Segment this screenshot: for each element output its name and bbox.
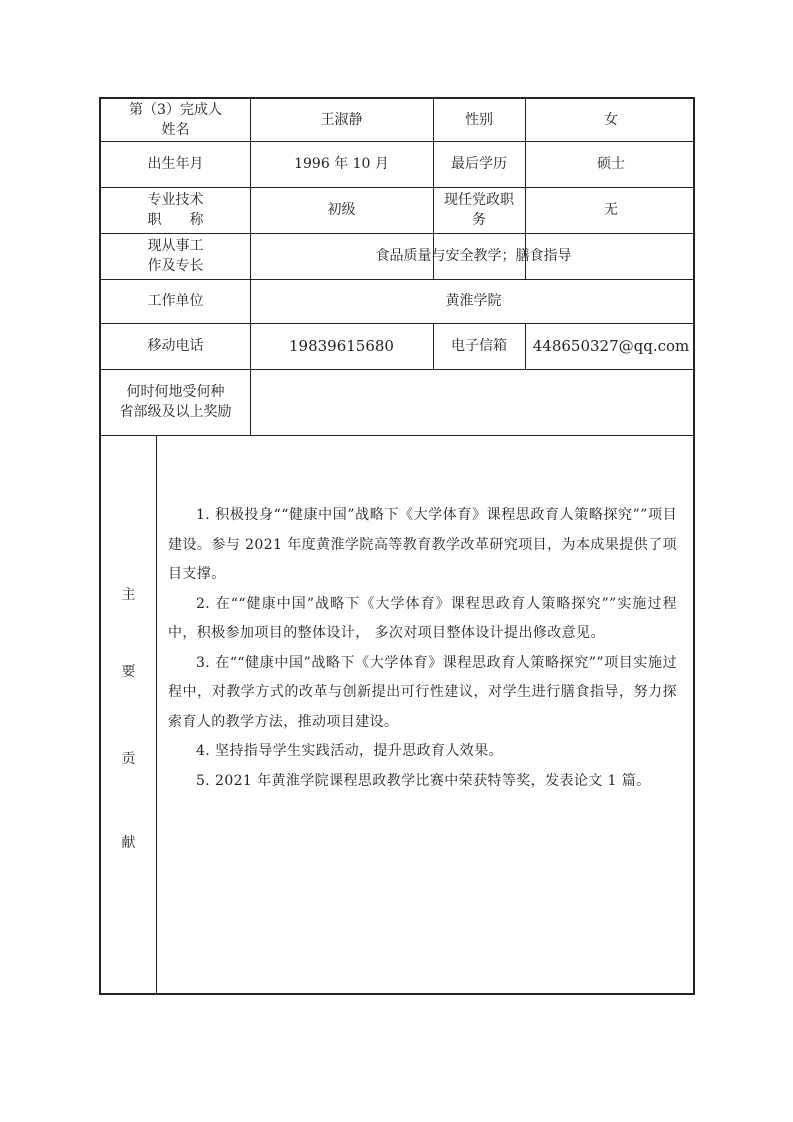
contribution-label-char: 要 [121, 664, 136, 680]
post-label [433, 187, 525, 233]
education-label: 最后学历 [451, 156, 507, 172]
contribution-item: 1. 积极投身““健康中国”战略下《大学体育》课程思政育人策略探究””项目建设。参与 2021 年度黄淮学院高等教育教学改革研究项目，为本成果提供了项目支撑。 [168, 507, 677, 582]
name-label [101, 99, 250, 141]
contribution-label-char: 献 [121, 835, 136, 851]
phone-label: 移动电话 [147, 338, 204, 354]
email-value: 448650327@qq.com [532, 337, 690, 355]
name-label-line2: 姓名 [161, 122, 190, 138]
post-label-line1: 现任党政职 [444, 192, 514, 208]
post-label-line2: 务 [472, 212, 486, 228]
title-label-line1: 专业技术 [147, 192, 204, 208]
contribution-item: 5. 2021 年黄淮学院课程思政教学比赛中荣获特等奖，发表论文 1 篇。 [196, 772, 651, 789]
name-value: 王淑静 [320, 112, 363, 128]
title-label [101, 187, 250, 233]
unit-label: 工作单位 [147, 293, 204, 309]
award-value [250, 369, 697, 435]
work-value: 食品质量与安全教学；膳食指导 [375, 248, 572, 264]
work-label-line2: 作及专长 [147, 258, 204, 274]
work-label-line1: 现从事工 [147, 238, 204, 254]
email-label: 电子信箱 [451, 338, 507, 354]
personnel-form-table [99, 97, 695, 995]
gender-label: 性别 [465, 112, 493, 128]
contribution-label [101, 436, 156, 993]
education-value: 硕士 [597, 156, 625, 172]
gender-value: 女 [604, 112, 618, 128]
contribution-label-char: 贡 [121, 751, 136, 767]
contribution-content [156, 501, 683, 796]
award-label-line2: 省部级及以上奖励 [119, 404, 232, 420]
phone-value: 19839615680 [289, 337, 394, 355]
contribution-item: 2. 在““健康中国”战略下《大学体育》课程思政育人策略探究””实施过程中，积极参加项目的整体设计， 多次对项目整体设计提出修改意见。 [168, 595, 677, 641]
birth-value: 1996 年 10 月 [294, 156, 389, 172]
work-label [101, 233, 250, 279]
post-value: 无 [604, 202, 618, 218]
unit-value: 黄淮学院 [445, 293, 502, 309]
contribution-label-char: 主 [121, 587, 136, 603]
award-label [101, 369, 250, 435]
contribution-item: 4. 坚持指导学生实践活动，提升思政育人效果。 [196, 743, 504, 759]
title-value: 初级 [327, 202, 356, 218]
birth-label: 出生年月 [147, 156, 204, 172]
name-label-line1: 第（3）完成人 [129, 102, 222, 118]
contribution-item: 3. 在““健康中国”战略下《大学体育》课程思政育人策略探究””项目实施过程中，对教学方式的改革与创新提出可行性建议，对学生进行膳食指导，努力探索育人的教学方法，推动项目建设。 [168, 654, 677, 730]
award-label-line1: 何时何地受何种 [126, 384, 225, 400]
row-divider [101, 435, 693, 436]
title-label-line2: 职 称 [147, 212, 204, 228]
